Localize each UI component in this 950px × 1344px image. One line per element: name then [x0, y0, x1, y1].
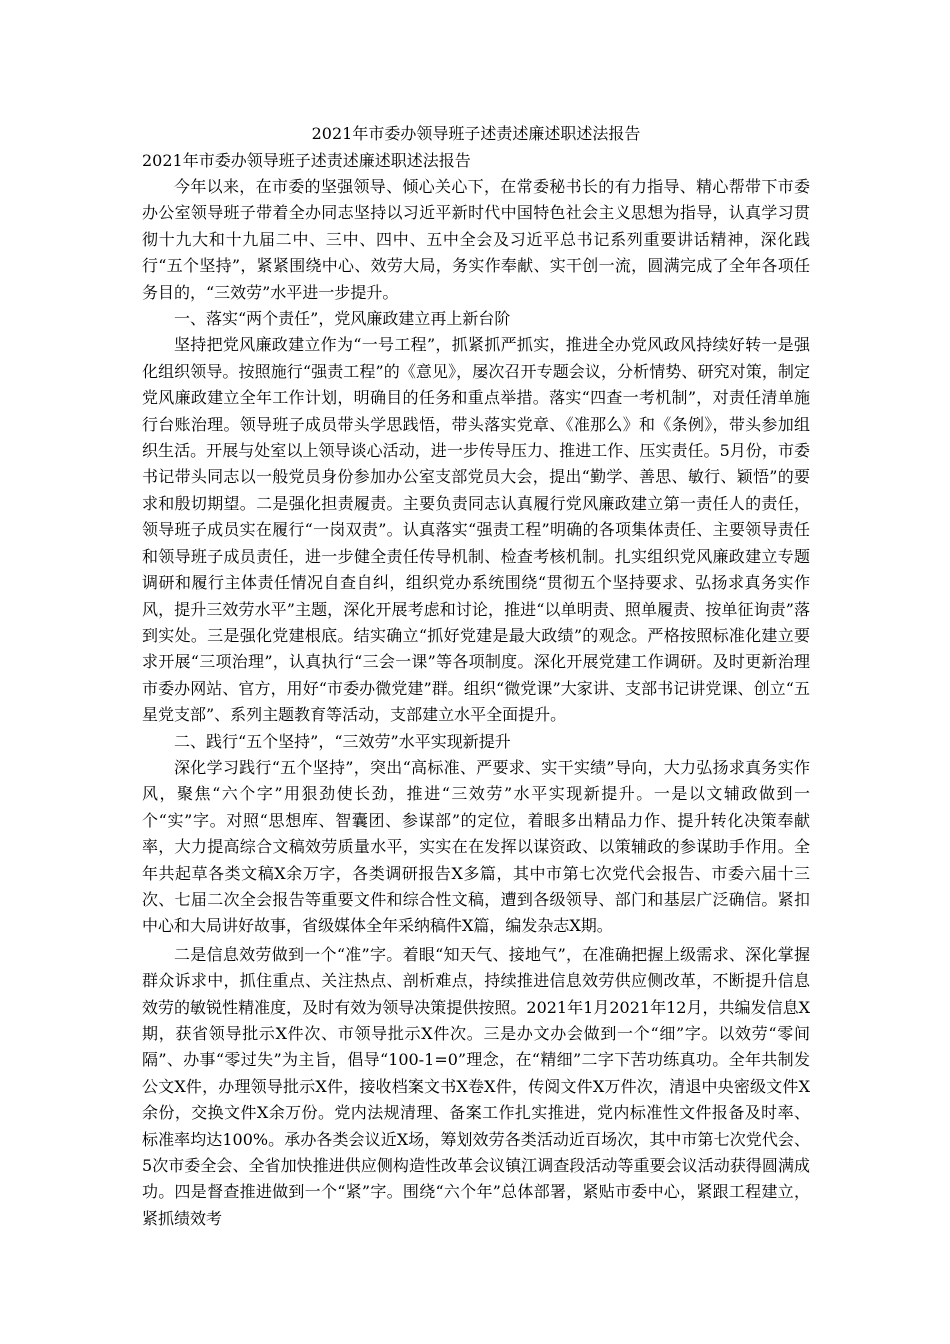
paragraph-section-2: 深化学习践行“五个坚持”，突出“高标准、严要求、实干实绩”导向，大力弘扬求真务实作风，聚焦“六个字”用狠劲使长劲，推进“三效劳”水平实现新提升。一是以文辅政做到一个“实”字。对照“思想库、智囊团、参谋部”的定位，着眼多出精品力作、提升转化决策奉献率，大力提高综合文稿效劳质量水平，实实在在发挥以谋资政、以策辅政的参谋助手作用。全年共起草各类文稿X余万字，各类调研报告X多篇，其中市第七次党代会报告、市委六届十三次、七届二次全会报告等重要文件和综合性文稿，遭到各级领导、部门和基层广泛确信。紧扣中心和大局讲好故事，省级媒体全年采纳稿件X篇，编发杂志X期。 [142, 757, 810, 936]
document-page [142, 120, 810, 1232]
section-heading-1: 一、落实“两个责任”，党风廉政建立再上新台阶 [174, 309, 511, 329]
document-title: 2021年市委办领导班子述责述廉述职述法报告 [311, 124, 641, 143]
paragraph-section-2-continued: 二是信息效劳做到一个“准”字。着眼“知天气、接地气”，在准确把握上级需求、深化掌握群众诉求中，抓住重点、关注热点、剖析难点，持续推进信息效劳供应侧改革，不断提升信息效劳的敏锐性精准度，及时有效为领导决策提供按照。2021年1月2021年12月，共编发信息X期，获省领导批示X件次、市领导批示X件次。三是办文办会做到一个“细”字。以效劳“零间隔”、办事“零过失”为主旨，倡导“100-1=0”理念，在“精细”二字下苦功练真功。全年共制发公文X件，办理领导批示X件，接收档案文书X卷X件，传阅文件X万件次，清退中央密级文件X余份，交换文件X余万份。党内法规清理、备案工作扎实推进，党内标准性文件报备及时率、 标准率均达100%。承办各类会议近X场，筹划效劳各类活动近百场次，其中市第七次党代会、5次市委全会、全省加快推进供应侧构造性改革会议镇江调查段活动等重要会议活动获得圆满成功。四是督查推进做到一个“紧”字。围绕“六个年”总体部署，紧贴市委中心，紧跟工程建立，紧抓绩效考 [142, 944, 810, 1228]
section-heading-2: 二、践行“五个坚持”，“三效劳”水平实现新提升 [174, 731, 511, 751]
document-subtitle: 2021年市委办领导班子述责述廉述职述法报告 [142, 151, 471, 170]
paragraph-section-1: 坚持把党风廉政建立作为“一号工程”，抓紧抓严抓实，推进全办党风政风持续好转一是强化组织领导。按照施行“强责工程”的《意见》，屡次召开专题会议，分析情势、研究对策，制定党风廉政建立全年工作计划，明确目的任务和重点举措。落实“四查一考机制”，对责任清单施行台账治理。领导班子成员带头学思践悟，带头落实党章、《准那么》和《条例》，带头参加组织生活。开展与处室以上领导谈心活动，进一步传导压力、推进工作、压实责任。5月份，市委书记带头同志以一般党员身份参加办公室支部党员大会，提出“勤学、善思、敏行、颖悟”的要求和殷切期望。二是强化担责履责。主要负责同志认真履行党风廉政建立第一责任人的责任，领导班子成员实在履行“一岗双责”。认真落实“强责工程”明确的各项集体责任、主要领导责任和领导班子成员责任，进一步健全责任传导机制、检查考核机制。扎实组织党风廉政建立专题调研和履行主体责任情况自查自纠，组织党办系统围绕“贯彻五个坚持要求、弘扬求真务实作风，提升三效劳水平”主题，深化开展考虑和讨论，推进“以单明责、照单履责、按单征询责”落到实处。三是强化党建根底。结实确立“抓好党建是最大政绩”的观念。严格按照标准化建立要求开展“三项治理”，认真执行“三会一课”等各项制度。深化开展党建工作调研。及时更新治理市委办网站、官方，用好“市委办微党建”群。组织“微党课”大家讲、支部书记讲党课、创立“五星党支部”、系列主题教育等活动，支部建立水平全面提升。 [142, 335, 810, 725]
paragraph-intro: 今年以来，在市委的坚强领导、倾心关心下，在常委秘书长的有力指导、精心帮带下市委办公室领导班子带着全办同志坚持以习近平新时代中国特色社会主义思想为指导，认真学习贯彻十九大和十九届二中、三中、四中、五中全会及习近平总书记系列重要讲话精神，深化践行“五个坚持”，紧紧围绕中心、效劳大局，务实作奉献、实干创一流，圆满完成了全年各项任务目的，“三效劳”水平进一步提升。 [142, 177, 810, 302]
